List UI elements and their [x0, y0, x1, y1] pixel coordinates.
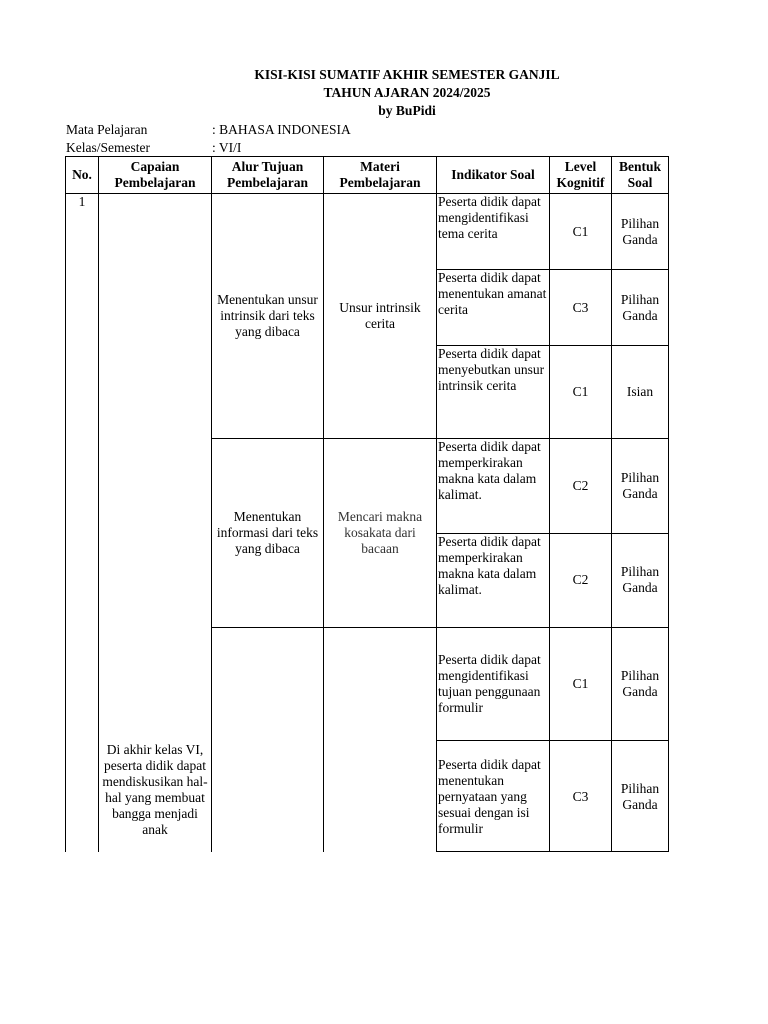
- indikator-cell: Peserta didik dapat mengidentifikasi tema cerita: [437, 194, 550, 270]
- level-cell: C3: [550, 741, 612, 854]
- alur-cell: Menentukan unsur intrinsik dari teks yang dibaca: [212, 194, 324, 439]
- header-capaian: Capaian Pembelajaran: [99, 157, 212, 194]
- bentuk-cell: Pilihan Ganda: [612, 533, 669, 627]
- table-row: [66, 194, 669, 270]
- indikator-cell: Peserta didik dapat menentukan amanat cerita: [437, 270, 550, 346]
- bentuk-cell: Pilihan Ganda: [612, 741, 669, 854]
- materi-cell: [324, 627, 437, 854]
- level-cell: C1: [550, 346, 612, 439]
- subject-value: : BAHASA INDONESIA: [212, 122, 351, 137]
- header-no: No.: [66, 157, 99, 194]
- capaian-text: Di akhir kelas VI, peserta didik dapat mendiskusikan hal-hal yang membuat bangga menjadi anak: [102, 742, 208, 837]
- alur-cell: [212, 627, 324, 854]
- doc-title-line3: by BuPidi: [378, 103, 436, 118]
- header-row: [66, 157, 669, 194]
- bentuk-cell: Pilihan Ganda: [612, 270, 669, 346]
- page-break-area: [0, 852, 768, 1024]
- level-cell: C3: [550, 270, 612, 346]
- materi-cell: Mencari makna kosakata dari bacaan: [324, 439, 437, 628]
- bentuk-cell: Pilihan Ganda: [612, 627, 669, 741]
- kisi-kisi-table: [65, 156, 669, 854]
- header-materi: Materi Pembelajaran: [324, 157, 437, 194]
- header-alur: Alur Tujuan Pembelajaran: [212, 157, 324, 194]
- class-value: : VI/I: [212, 140, 242, 155]
- indikator-cell: Peserta didik dapat memperkirakan makna kata dalam kalimat.: [437, 533, 550, 627]
- header-level: Level Kognitif: [550, 157, 612, 194]
- bentuk-cell: Isian: [612, 346, 669, 439]
- level-cell: C2: [550, 439, 612, 534]
- header-indikator: Indikator Soal: [437, 157, 550, 194]
- indikator-cell: Peserta didik dapat menyebutkan unsur intrinsik cerita: [437, 346, 550, 439]
- doc-title-line1: KISI-KISI SUMATIF AKHIR SEMESTER GANJIL: [254, 67, 560, 82]
- bentuk-cell: Pilihan Ganda: [612, 439, 669, 534]
- indikator-cell: Peserta didik dapat menentukan pernyataan yang sesuai dengan isi formulir: [437, 741, 550, 854]
- class-label: Kelas/Semester: [66, 140, 150, 155]
- indikator-cell: Peserta didik dapat memperkirakan makna kata dalam kalimat.: [437, 439, 550, 534]
- bentuk-cell: Pilihan Ganda: [612, 194, 669, 270]
- level-cell: C1: [550, 194, 612, 270]
- capaian-cell: [99, 194, 212, 854]
- materi-cell: Unsur intrinsik cerita: [324, 194, 437, 439]
- table-bottom-border: [436, 851, 669, 852]
- level-cell: C1: [550, 627, 612, 741]
- level-cell: C2: [550, 533, 612, 627]
- alur-cell: Menentukan informasi dari teks yang dibaca: [212, 439, 324, 628]
- subject-label: Mata Pelajaran: [66, 122, 148, 137]
- header-bentuk: Bentuk Soal: [612, 157, 669, 194]
- indikator-cell: Peserta didik dapat mengidentifikasi tujuan penggunaan formulir: [437, 627, 550, 741]
- doc-title-line2: TAHUN AJARAN 2024/2025: [323, 85, 491, 100]
- row-number: 1: [66, 194, 99, 854]
